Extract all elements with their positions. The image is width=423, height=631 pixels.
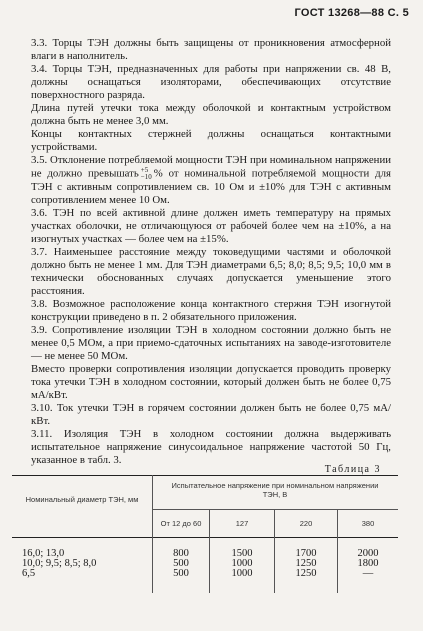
paragraph-3-11: 3.11. Изоляция ТЭН в холодном состоянии должна выдерживать испытательное напряжение синусоидальное напряжение частотой 50 Гц, указанное в табл. 3. <box>31 428 391 466</box>
paragraph-3-5 <box>31 154 391 207</box>
paragraph-3-7: 3.7. Наименьшее расстояние между токоведущими частями и оболочкой должно быть не менее 1 мм. Для ТЭН диаметрами 6,5; 8,0; 8,5; 9,5; 10,0 мм в технически обоснованных случаях допускается уменьшение этого расстояния. <box>31 246 391 297</box>
table-header-bottom-rule <box>12 537 398 538</box>
paragraph-3-10: 3.10. Ток утечки ТЭН в горячем состоянии должен быть не более 0,75 мА/кВт. <box>31 402 391 427</box>
paragraph-3-4: 3.4. Торцы ТЭН, предназначенных для работы при напряжении св. 48 В, должны оснащаться изоляторами, обеспечивающих отсутствие поверхностного разряда. <box>31 63 391 101</box>
table-cell: — <box>362 568 374 579</box>
table-cell: 1250 <box>295 568 317 579</box>
tolerance-fraction <box>141 167 152 181</box>
table-subheader-3: 380 <box>361 519 375 528</box>
table-row-label: 16,0; 13,0 <box>22 548 65 559</box>
table-subheader-1: 127 <box>235 519 249 528</box>
table-subheader-0: От 12 до 60 <box>160 519 202 528</box>
table-group-header: Испытательное напряжение при номинальном напряжении ТЭН, В <box>171 481 379 499</box>
table-cell: 1800 <box>357 558 379 569</box>
paragraph-3-5-start: 3.5. Отклонение потребляемой мощности ТЭН при номинальном напряжении не должно превышать <box>31 154 391 180</box>
paragraph-3-8: 3.8. Возможное расположение конца контактного стержня ТЭН изогнутой конструкции приведено в п. 2 обязательного приложения. <box>31 298 391 323</box>
document-body <box>31 37 391 467</box>
table-row-label: 6,5 <box>22 568 36 579</box>
paragraph-leakage-path: Длина путей утечки тока между оболочкой и контактным устройством должна быть не менее 3,0 мм. <box>31 102 391 127</box>
voltage-table <box>12 475 398 593</box>
table-cell: 2000 <box>357 548 379 559</box>
table-title: Таблица 3 <box>324 464 381 475</box>
paragraph-contact-ends: Концы контактных стержней должны оснащаться контактными устройствами. <box>31 128 391 153</box>
paragraph-leakage-check: Вместо проверки сопротивления изоляции допускается проводить проверку тока утечки ТЭН в холодном состоянии, который должен быть не более 0,75 мА/кВт. <box>31 363 391 401</box>
tolerance-unit: % <box>153 167 163 180</box>
table-cell: 1250 <box>295 558 317 569</box>
table-cell: 1000 <box>231 568 253 579</box>
table-cell: 1700 <box>295 548 317 559</box>
paragraph-3-6: 3.6. ТЭН по всей активной длине должен иметь температуру на прямых участках оболочки, не отличающуюся от рабочей более чем на ±10%, а на изогнутых участках — более чем на ±15%. <box>31 207 391 245</box>
table-cell: 1500 <box>231 548 253 559</box>
tolerance-upper: +5 <box>140 166 149 174</box>
tolerance-lower: −10 <box>140 173 152 181</box>
page-header: ГОСТ 13268—88 С. 5 <box>294 7 409 19</box>
table-cell: 500 <box>173 568 189 579</box>
paragraph-3-3: 3.3. Торцы ТЭН должны быть защищены от проникновения атмосферной влаги в наполнитель. <box>31 37 391 62</box>
table-row-label: 10,0; 9,5; 8,5; 8,0 <box>22 558 97 569</box>
table-col0-header: Номинальный диаметр ТЭН, мм <box>25 495 139 504</box>
table-top-rule <box>12 475 398 476</box>
table-subheader-rule <box>152 509 398 510</box>
table-cell: 500 <box>173 558 189 569</box>
paragraph-3-5-end: от номинальной потребляемой мощности для ТЭН с активным сопротивлением св. 10 Ом и ±10% для ТЭН с активным сопротивлением менее 10 Ом. <box>31 167 391 206</box>
table-cell: 1000 <box>231 558 253 569</box>
table-cell: 800 <box>173 548 189 559</box>
table-subheader-2: 220 <box>299 519 313 528</box>
paragraph-3-9: 3.9. Сопротивление изоляции ТЭН в холодном состоянии должно быть не менее 0,5 МОм, а при приемо-сдаточных испытаниях на заводе-изготовителе — не менее 50 МОм. <box>31 324 391 362</box>
